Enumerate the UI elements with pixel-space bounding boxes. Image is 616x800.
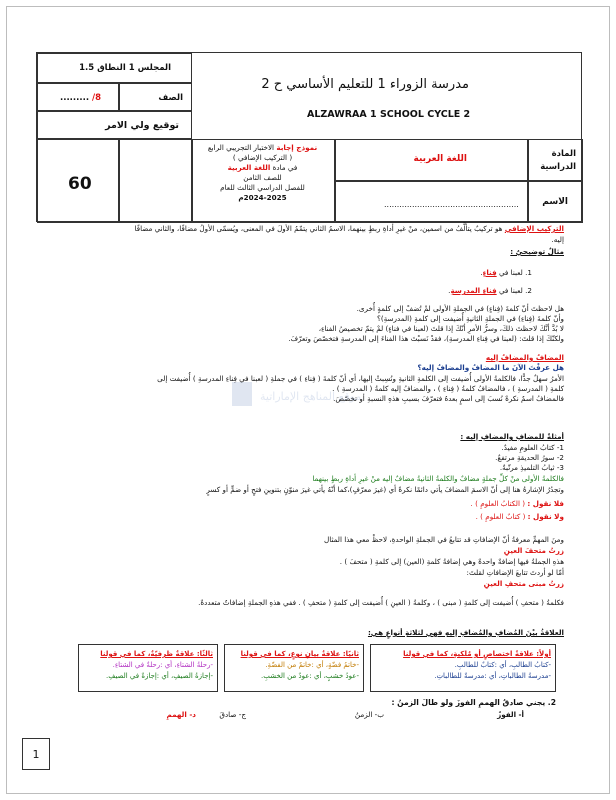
chain-para-3: هذهِ الجملةُ فيها إضافةٌ واحدةٌ وهي إضافةُ كلمةِ (العين) إلى كلمةِ ( متحفَ ) . xyxy=(339,557,564,566)
exam-title-4b: اللغة العربية xyxy=(227,163,271,172)
example-2: 2. لعبنا في فِناءِ المدرسةِ. xyxy=(448,286,532,295)
section-para-1: الأمرُ سهلٌ جدًّا، فالكلمةُ الأولى أُضيفت إلى الكلمةِ الثانيةِ ونُسِبتْ إليها، أي أنّ كلمةَ ( فِناءِ ) في جملةِ ( لعبنا في فِناءِ المدرسةِ ) أُضيفت إلى xyxy=(157,374,564,383)
example-1: 1. لعبنا في فِناءٍ. xyxy=(480,268,532,277)
subject-label-cell xyxy=(528,139,583,181)
relation-box-ownership: أولاً: علاقةُ اختصاصٍ أو مُلكيةٍ، كما في قولنا -كتابُ الطالبِ، أي :كتابٌ للطالبِ. -مدرسةُ الطالباتِ، أي :مدرسةٌ للطالباتِ. xyxy=(370,644,556,692)
chain-para-2: زرتُ متحفَ العينِ xyxy=(503,546,564,555)
grade-value-cell xyxy=(37,83,119,111)
examples-title: أمثلةٌ للمضافِ والمضافِ إليه : xyxy=(460,432,564,441)
section-title-mudaf: المضافُ والمضافُ إليه xyxy=(485,353,564,362)
guardian-cell xyxy=(37,111,192,139)
score-blank-cell xyxy=(119,139,192,223)
score-cell xyxy=(37,139,119,223)
section-question: هل عرفْتَ الآنَ ما المضافُ والمضافُ إليه؟ xyxy=(417,363,564,372)
grade-label-cell xyxy=(119,83,192,111)
para-2: وأنّ كلمةَ (فِناءِ) في الجملةِ الثانيةِ أُضيفت إلى كلمةِ (المدرسةِ)؟ xyxy=(377,314,564,323)
guardian-sign: توقيع ولي الامر xyxy=(105,120,179,131)
chain-para-5: زرتُ مبنى متحفِ العينِ xyxy=(483,579,564,588)
chain-para-6: فكلمةُ ( متحفِ ) أُضيفت إلى كلمةِ ( مبنى ) ، وكلمةُ ( العينِ ) أُضيفت إلى كلمةِ ( متحفِ ) . ففي هذهِ الجملةِ إضافاتٌ متعددةٌ. xyxy=(198,598,564,607)
definition-line-2: إليه. xyxy=(551,235,564,244)
chain-para-1: ومنَ المهمِّ معرفةُ أنّ الإضافاتِ قد تتابعُ في الجملةِ الواحدةِ، لاحظْ معي هذا المثال xyxy=(324,535,564,544)
name-label: الاسم xyxy=(542,197,568,207)
examples-3: 3- ثيابُ التلميذِ مرتّبةٌ. xyxy=(499,463,564,472)
school-name-ar: مدرسة الزوراء 1 للتعليم الأساسي ح 2 xyxy=(261,77,469,92)
grade-label: الصف xyxy=(158,93,183,103)
q2-option-a[interactable]: أ- الفوزُ xyxy=(497,710,524,719)
exam-title-1: نموذج إجابة xyxy=(276,143,318,152)
exam-title-7: 2024-2025م xyxy=(238,193,287,202)
watermark-logo xyxy=(230,380,362,410)
school-name-en: ALZAWRAA 1 SCHOOL CYCLE 2 xyxy=(307,109,471,120)
section-para-3: فالمضافُ اسمٌ نكرةٌ نُسبَ إلى اسمٍ بعدهُ فتعرّفَ بسببِ هذهِ النسبةِ أو تخصّصَ. xyxy=(333,394,564,403)
para-3: لا بُدَّ أنَّكَ لاحظتَ ذلكَ، وسرُّ الأمرِ أنّكَ إذا قلتَ (لعبنا في فناءٍ) لمْ يتمّ تخصيصُ الفناءِ، xyxy=(318,324,564,333)
relation-box-type: ثانيًا: علاقةُ بيانِ نوعٍ، كما في قولنا -خاتمُ فضّةٍ، أي :خاتمٌ من الفضّةِ. -عودُ خشبٍ، أي :عودٌ من الخشبِ. xyxy=(224,644,364,692)
name-field-cell[interactable] xyxy=(335,181,528,223)
subject-value-cell xyxy=(335,139,528,181)
wrong-example-2: ولا نقول : ( كتابٌ العلومِ ) . xyxy=(475,512,564,521)
example-heading: مثالٌ توضيحيٌ : xyxy=(510,247,564,256)
subject-label: المادة الدراسية xyxy=(540,149,576,172)
q2-option-c[interactable]: ج- صادقَ xyxy=(219,710,246,719)
name-field-dots: ..................................................... xyxy=(384,200,519,209)
relations-title: العلاقةُ بيْنَ المُضافِ والمُضافِ إليهِ فهي لثلاثةِ أنواعٍ هي: xyxy=(367,628,564,637)
council-text: المجلس 1 النطاق 1.5 xyxy=(79,63,171,73)
exam-title-4: في مادة xyxy=(272,163,298,172)
header-table xyxy=(36,52,582,222)
para-4: ولكنّكَ إذا قلتَ: (لعبنا في فِناءِ المدرسةِ)، فقدْ نَسبْتَ هذا الفناءَ إلى المدرسةِ فتخصّصَ وتعرّفَ. xyxy=(288,334,564,343)
exam-title-3: ( التركيب الإضافي ) xyxy=(232,153,293,162)
subject-value: اللغة العربية xyxy=(413,154,467,164)
wrong-example-1: فلا نقول : ( الكتابُ العلومِ ) . xyxy=(470,499,564,508)
exam-title-6: للفصل الدراسي الثالث للعام xyxy=(220,183,305,192)
exam-title-5: للصف الثامن xyxy=(243,173,282,182)
exam-info-cell xyxy=(192,139,335,223)
chain-para-4: أمّا لو أردتَ تتابعَ الإضافاتِ لقلتَ: xyxy=(466,568,564,577)
examples-1: 1- كتابُ العلومِ مفيدٌ. xyxy=(501,443,564,452)
question-2: 2. يجني صادقُ الهممِ الفوزَ ولو طالَ الزمنُ : xyxy=(391,698,556,707)
q2-option-b[interactable]: ب- الزمنُ xyxy=(354,710,384,719)
exam-title-2: الاختبار التجريبي الرابع xyxy=(207,143,275,152)
page-number: 1 xyxy=(22,738,50,770)
council-cell xyxy=(37,53,192,83)
para-1: هل لاحظتَ أنّ كلمةَ (فِناءٍ) في الجملةِ الأولى لمْ تُضفْ إلى كلمةٍ أُخرى. xyxy=(356,304,564,313)
examples-para-1: فالكلمةُ الأولى منْ كلِّ جملةٍ مضافٌ والكلمةُ الثانيةُ مضافٌ إليه منْ غيرِ أداةِ ربطٍ بينهما xyxy=(312,474,564,483)
grade-value: ......... /8 xyxy=(60,93,102,103)
name-label-cell xyxy=(528,181,583,223)
examples-para-2: وتجدُرُ الإشارةُ هنا إلى أنّ الاسمَ المضافَ يأتي دائمًا نكرةً أي (غيرَ معرّفٍ)،كما أنّهُ يأتي غيرَ منوّنٍ بتنوينِ فتحٍ أو ضمٍّ أو كسرٍ xyxy=(206,485,564,494)
examples-2: 2- سورُ الحديقةِ مرتفعٌ. xyxy=(495,453,564,462)
relation-box-adverbial: ثالثًا: علاقةٌ ظرفيّةٌ، كما في قولنا -رحلةُ الشتاءِ، أي :رحلةٌ في الشتاءِ. -إجازةُ الصيفِ، أي :إجازةٌ في الصيفِ. xyxy=(78,644,218,692)
score: 60 xyxy=(68,174,92,194)
svg-text:موقع المناهج الإماراتية: موقع المناهج الإماراتية xyxy=(260,390,362,403)
definition-line: التركيب الإضافي هو تركيبٌ يتألَّفُ من اسمين، منْ غيرِ أداةِ ربطٍ بينهما، الاسمُ الثاني يتمّمُ الأولَ في المعنى، ويُسمّى الأولُ مضافًا، والثاني مضافًا xyxy=(134,224,564,233)
section-para-2: كلمةِ ( المدرسةِ ) ، فالمضافُ كلمةُ ( فِناءِ ) ، والمضافُ إليه كلمةُ ( المدرسةِ ) . xyxy=(332,384,564,393)
q2-option-d[interactable]: د- الهممِ xyxy=(166,710,196,719)
